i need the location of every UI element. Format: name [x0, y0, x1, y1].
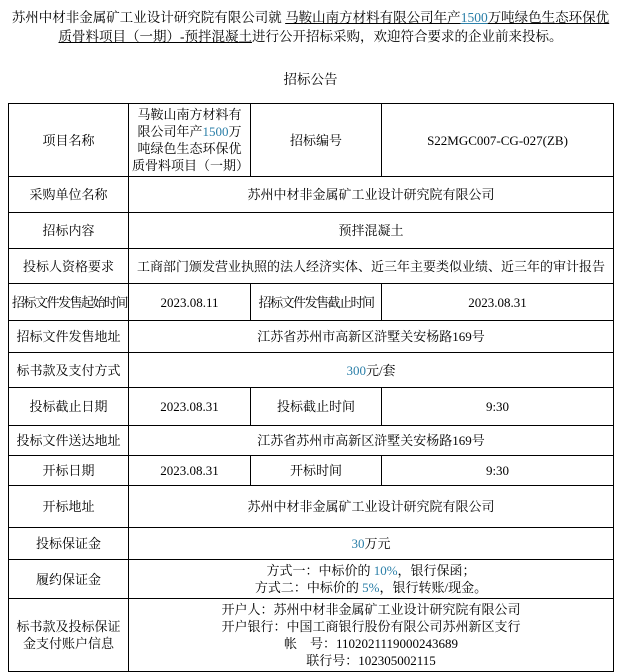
- row-value: 2023.08.11: [129, 284, 251, 321]
- row-label: 开标地址: [9, 486, 129, 528]
- row-label-2: 招标编号: [251, 104, 382, 177]
- row-label: 招标文件发售起始时间: [9, 284, 129, 321]
- row-label-2: 招标文件发售截止时间: [251, 284, 382, 321]
- row-value-2: 9:30: [382, 456, 614, 486]
- intro-project-name-part2: 万吨绿色生态环保优质骨料项目（一期）-预拌混凝土: [58, 10, 610, 44]
- notice-title: 招标公告: [283, 72, 338, 87]
- bid-number-cell: S22MGC007-CG-027(ZB): [382, 104, 614, 177]
- performance-bond-line2: [132, 579, 610, 596]
- row-value-2: 2023.08.31: [382, 284, 614, 321]
- table-row-sale-address: [9, 321, 614, 353]
- intro-project-name-part1: 马鞍山南方材料有限公司年产: [285, 10, 461, 25]
- table-row-opening-date: [9, 456, 614, 486]
- bid-info-table: [8, 103, 614, 672]
- row-value: 2023.08.31: [129, 388, 251, 426]
- performance-bond-line1: [132, 562, 610, 579]
- intro-paragraph: [8, 8, 613, 46]
- performance-option1-percent: 10%: [373, 563, 398, 578]
- row-label: 采购单位名称: [9, 177, 129, 213]
- row-label: 标书款及支付方式: [9, 353, 129, 388]
- project-name-part2: 万吨绿色生态环保优质骨料项目（一期）: [132, 124, 250, 173]
- project-name-cell: [129, 104, 251, 177]
- intro-prefix: 苏州中材非金属矿工业设计研究院有限公司就: [11, 10, 286, 25]
- row-label: 标书款及投标保证金支付账户信息: [9, 599, 129, 672]
- performance-option1-text: 方式一：中标价的: [266, 563, 374, 578]
- row-label: 投标文件送达地址: [9, 426, 129, 456]
- table-row-opening-address: [9, 486, 614, 528]
- row-value-2: 9:30: [382, 388, 614, 426]
- bid-bond-number: 30: [351, 536, 365, 551]
- performance-option1-suffix: ，银行保函；: [397, 563, 476, 578]
- row-value: [129, 528, 614, 560]
- account-number-line: 帐 号：1102021119000243689: [283, 636, 459, 651]
- row-label: 投标人资格要求: [9, 249, 129, 284]
- row-label: 招标内容: [9, 213, 129, 249]
- row-value: [129, 560, 614, 599]
- table-row-content: [9, 213, 614, 249]
- row-value: 苏州中材非金属矿工业设计研究院有限公司: [129, 177, 614, 213]
- row-label: 履约保证金: [9, 560, 129, 599]
- row-label: 招标文件发售地址: [9, 321, 129, 353]
- table-row-doc-fee: [9, 353, 614, 388]
- table-row-project: [9, 104, 614, 177]
- table-row-purchaser: [9, 177, 614, 213]
- row-value: [129, 353, 614, 388]
- doc-fee-number: 300: [346, 362, 366, 378]
- table-row-performance-bond: [9, 560, 614, 599]
- table-row-sale-time: [9, 284, 614, 321]
- account-holder-line: 开户人：苏州中材非金属矿工业设计研究院有限公司: [221, 602, 521, 617]
- row-label: 投标截止日期: [9, 388, 129, 426]
- row-value: 工商部门颁发营业执照的法人经济实体、近三年主要类似业绩、近三年的审计报告: [129, 249, 614, 284]
- row-label: 项目名称: [9, 104, 129, 177]
- row-value: 苏州中材非金属矿工业设计研究院有限公司: [129, 486, 614, 528]
- row-label-2: 投标截止时间: [251, 388, 382, 426]
- intro-suffix: 进行公开招标采购，欢迎符合要求的企业前来投标。: [252, 29, 563, 44]
- row-value: 预拌混凝土: [129, 213, 614, 249]
- row-value: 江苏省苏州市高新区浒墅关安杨路169号: [129, 321, 614, 353]
- row-label: 投标保证金: [9, 528, 129, 560]
- table-row-payment-account: [9, 599, 614, 672]
- row-value: 江苏省苏州市高新区浒墅关安杨路169号: [129, 426, 614, 456]
- table-row-bid-bond: [9, 528, 614, 560]
- account-bank-line: 开户银行：中国工商银行股份有限公司苏州新区支行: [221, 619, 521, 634]
- table-row-delivery-address: [9, 426, 614, 456]
- row-label-2: 开标时间: [251, 456, 382, 486]
- doc-fee-unit: 元/套: [365, 362, 396, 378]
- bank-code-line: 联行号：102305002115: [306, 653, 436, 668]
- table-row-qualification: [9, 249, 614, 284]
- performance-option2-text: 方式二：中标价的: [254, 580, 363, 595]
- project-name-part1: 马鞍山南方材料有限公司年产: [137, 107, 242, 139]
- row-value: [129, 599, 614, 672]
- project-capacity-number: 1500: [202, 124, 229, 139]
- performance-option2-percent: 5%: [362, 580, 380, 595]
- row-value: 2023.08.31: [129, 456, 251, 486]
- bid-bond-unit: 万元: [364, 536, 391, 551]
- intro-capacity-number: 1500: [460, 10, 488, 25]
- performance-option2-suffix: ，银行转账/现金。: [379, 580, 488, 595]
- table-row-bid-deadline: [9, 388, 614, 426]
- row-label: 开标日期: [9, 456, 129, 486]
